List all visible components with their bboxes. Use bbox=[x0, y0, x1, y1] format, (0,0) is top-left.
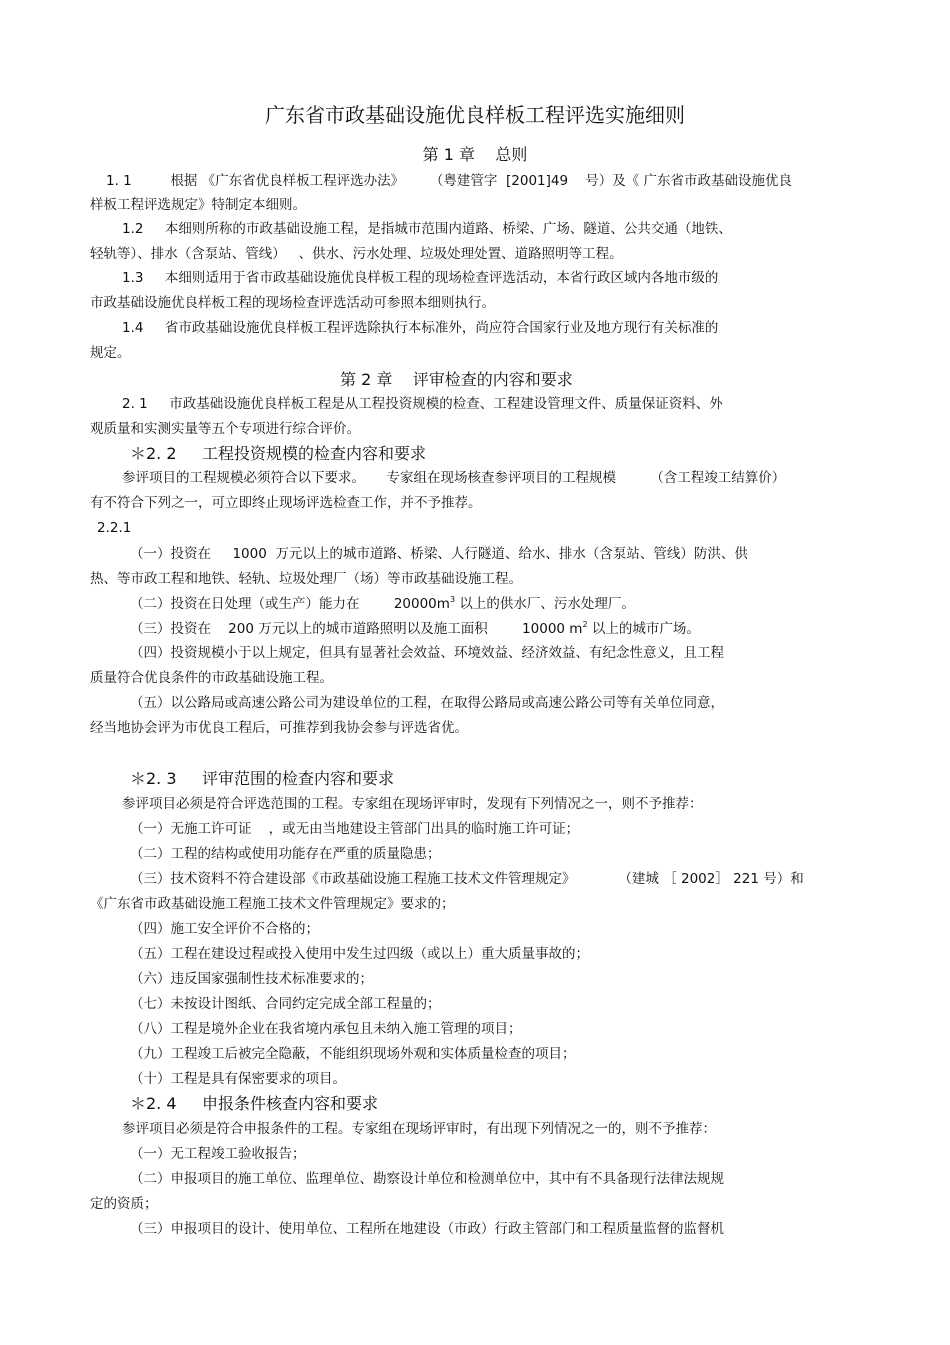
scope-item: （十）工程是具有保密要求的项目。 bbox=[130, 1071, 346, 1087]
document-title: 广东省市政基础设施优良样板工程评选实施细则 bbox=[265, 103, 685, 127]
paragraph-2-1-line-2: 观质量和实测实量等五个专项进行综合评价。 bbox=[90, 421, 360, 437]
clause-item-3 bbox=[130, 620, 700, 638]
paragraph-1-3-line-1: 1.3 本细则适用于省市政基础设施优良样板工程的现场检查评选活动，本省行政区域内各地市级的 bbox=[122, 270, 719, 286]
section-2-2-intro-line-1: 参评项目的工程规模必须符合以下要求。 专家组在现场核查参评项目的工程规模 （含工程竣工结算价） bbox=[122, 470, 786, 486]
scope-item: （九）工程竣工后被完全隐蔽，不能组织现场外观和实体质量检查的项目； bbox=[130, 1046, 576, 1062]
square-superscript: 2 bbox=[582, 620, 588, 629]
clause-item-2-text: （二）投资在日处理（或生产）能力在 20000m bbox=[130, 596, 450, 612]
paragraph-1-2-line-1: 1.2 本细则所称的市政基础设施工程，是指城市范围内道路、桥梁、广场、隧道、公共交通（地铁、 bbox=[122, 221, 732, 237]
section-2-3-intro: 参评项目必须是符合评选范围的工程。专家组在现场评审时，发现有下列情况之一，则不予推荐： bbox=[122, 796, 703, 812]
clause-item-4-line-2: 质量符合优良条件的市政基础设施工程。 bbox=[90, 670, 333, 686]
chapter-1-heading: 第 1 章 总则 bbox=[422, 145, 528, 164]
paragraph-1-1-line-2: 样板工程评选规定》特制定本细则。 bbox=[90, 197, 306, 213]
section-2-2-heading: ＊2. 2 工程投资规模的检查内容和要求 bbox=[130, 444, 426, 463]
clause-item-1-line-2: 热、等市政工程和地铁、轻轨、垃圾处理厂（场）等市政基础设施工程。 bbox=[90, 571, 522, 587]
condition-item: （一）无工程竣工验收报告； bbox=[130, 1146, 306, 1162]
paragraph-2-1-line-1: 2. 1 市政基础设施优良样板工程是从工程投资规模的检查、工程建设管理文件、质量保证资料、外 bbox=[122, 396, 723, 412]
clause-item-2-tail: 以上的供水厂、污水处理厂。 bbox=[455, 596, 635, 612]
condition-item: （三）申报项目的设计、使用单位、工程所在地建设（市政）行政主管部门和工程质量监督的监督机 bbox=[130, 1221, 724, 1237]
clause-item-1-line-1: （一）投资在 1000 万元以上的城市道路、桥梁、人行隧道、给水、排水（含泵站、管线）防洪、供 bbox=[130, 546, 748, 562]
scope-item: （一）无施工许可证 ，或无由当地建设主管部门出具的临时施工许可证； bbox=[130, 821, 580, 837]
scope-item: （二）工程的结构或使用功能存在严重的质量隐患； bbox=[130, 846, 441, 862]
paragraph-1-4-line-1: 1.4 省市政基础设施优良样板工程评选除执行本标准外，尚应符合国家行业及地方现行有关标准的 bbox=[122, 320, 719, 336]
section-2-4-heading: ＊2. 4 申报条件核查内容和要求 bbox=[130, 1094, 378, 1113]
scope-item-continuation: 《广东省市政基础设施工程施工技术文件管理规定》要求的； bbox=[90, 896, 455, 912]
scope-item: （四）施工安全评价不合格的； bbox=[130, 921, 319, 937]
condition-item-continuation: 定的资质； bbox=[90, 1196, 158, 1212]
section-2-2-intro-line-2: 有不符合下列之一，可立即终止现场评选检查工作，并不予推荐。 bbox=[90, 495, 482, 511]
cubic-superscript: 3 bbox=[449, 595, 456, 604]
scope-item: （七）未按设计图纸、合同约定完成全部工程量的； bbox=[130, 996, 441, 1012]
clause-item-3-tail: 以上的城市广场。 bbox=[587, 621, 700, 637]
scope-item: （六）违反国家强制性技术标准要求的； bbox=[130, 971, 373, 987]
clause-item-5-line-1: （五）以公路局或高速公路公司为建设单位的工程，在取得公路局或高速公路公司等有关单位同意， bbox=[130, 695, 724, 711]
clause-item-3-text: （三）投资在 200 万元以上的城市道路照明以及施工面积 10000 m bbox=[130, 621, 583, 637]
scope-item: （五）工程在建设过程或投入使用中发生过四级（或以上）重大质量事故的； bbox=[130, 946, 589, 962]
paragraph-1-1-line-1: 1. 1 根据 《广东省优良样板工程评选办法》 （粤建管字 [2001]49 号）及《 广东省市政基础设施优良 bbox=[106, 173, 793, 189]
chapter-2-heading: 第 2 章 评审检查的内容和要求 bbox=[340, 370, 573, 389]
scope-item: （三）技术资料不符合建设部《市政基础设施工程施工技术文件管理规定》 （建城 ［ 2002］ 221 号）和 bbox=[130, 871, 804, 887]
clause-item-4-line-1: （四）投资规模小于以上规定，但具有显著社会效益、环境效益、经济效益、有纪念性意义，且工程 bbox=[130, 645, 724, 661]
clause-2-2-1-number: 2.2.1 bbox=[97, 520, 132, 536]
paragraph-1-2-line-2: 轻轨等）、排水（含泵站、管线） 、供水、污水处理、垃圾处理处置、道路照明等工程。 bbox=[90, 246, 623, 262]
paragraph-1-3-line-2: 市政基础设施优良样板工程的现场检查评选活动可参照本细则执行。 bbox=[90, 295, 495, 311]
clause-item-5-line-2: 经当地协会评为市优良工程后，可推荐到我协会参与评选省优。 bbox=[90, 720, 468, 736]
section-2-3-heading: ＊2. 3 评审范围的检查内容和要求 bbox=[130, 769, 394, 788]
paragraph-1-4-line-2: 规定。 bbox=[90, 345, 131, 361]
clause-item-2 bbox=[130, 595, 635, 613]
scope-item: （八）工程是境外企业在我省境内承包且未纳入施工管理的项目； bbox=[130, 1021, 522, 1037]
section-2-4-intro: 参评项目必须是符合申报条件的工程。专家组在现场评审时，有出现下列情况之一的，则不予推荐： bbox=[122, 1121, 716, 1137]
condition-item: （二）申报项目的施工单位、监理单位、勘察设计单位和检测单位中，其中有不具备现行法律法规规 bbox=[130, 1171, 724, 1187]
